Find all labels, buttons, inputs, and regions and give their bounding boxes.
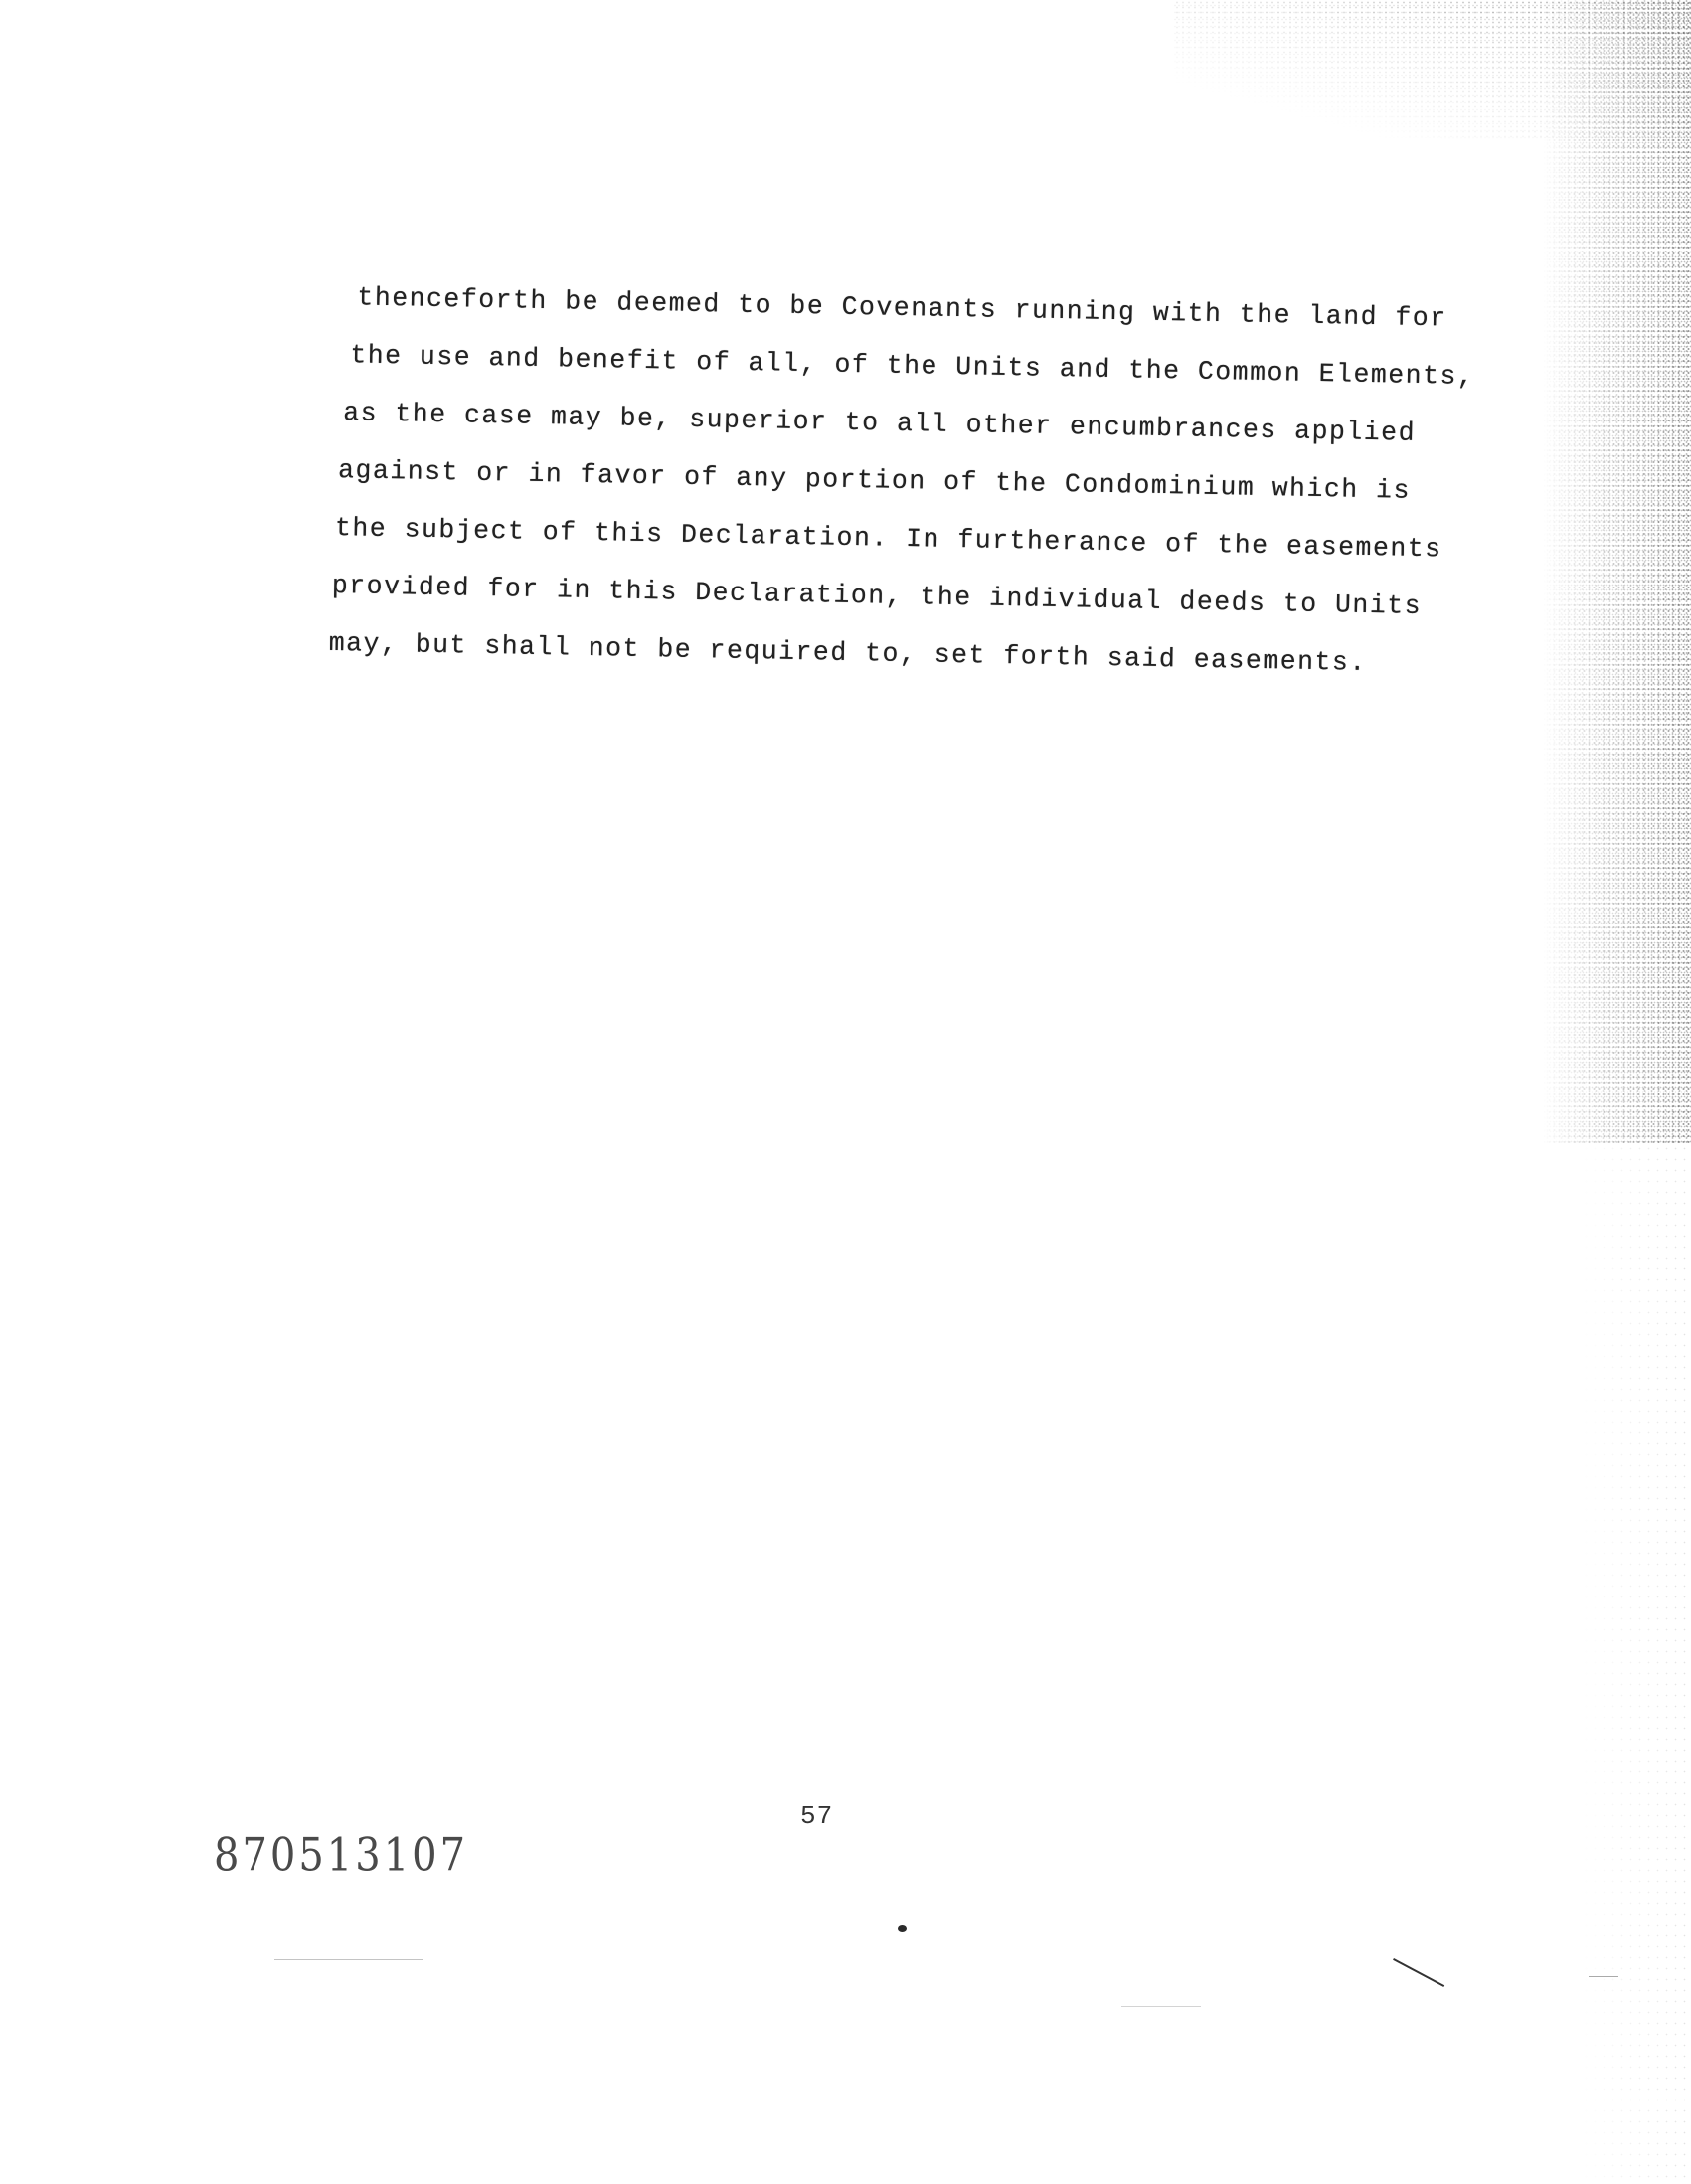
body-line: as the case may be, superior to all other encumbrances applied (342, 398, 1417, 448)
body-line: the use and benefit of all, of the Units and the Common Elements, (350, 340, 1475, 393)
body-line: the subject of this Declaration. In furtherance of the easements (334, 513, 1442, 565)
scan-dash-mark (274, 1959, 423, 1960)
body-line: may, but shall not be required to, set forth said easements. (328, 627, 1368, 678)
body-paragraph (328, 268, 1479, 694)
scan-speck (898, 1925, 907, 1932)
scan-noise-lower-edge (1582, 1143, 1691, 2184)
document-stamp-number: 870513107 (214, 1829, 469, 1882)
page-number: 57 (800, 1801, 834, 1831)
scan-dash-mark (1589, 1976, 1618, 1977)
scan-stroke-mark (1393, 1958, 1444, 1987)
scan-noise-right-edge (1542, 0, 1691, 1143)
body-line: provided for in this Declaration, the individual deeds to Units (331, 570, 1423, 622)
body-line: against or in favor of any portion of the Condominium which is (337, 455, 1412, 506)
body-line: thenceforth be deemed to be Covenants running with the land for (357, 282, 1447, 334)
scan-dash-mark (1121, 2006, 1201, 2007)
